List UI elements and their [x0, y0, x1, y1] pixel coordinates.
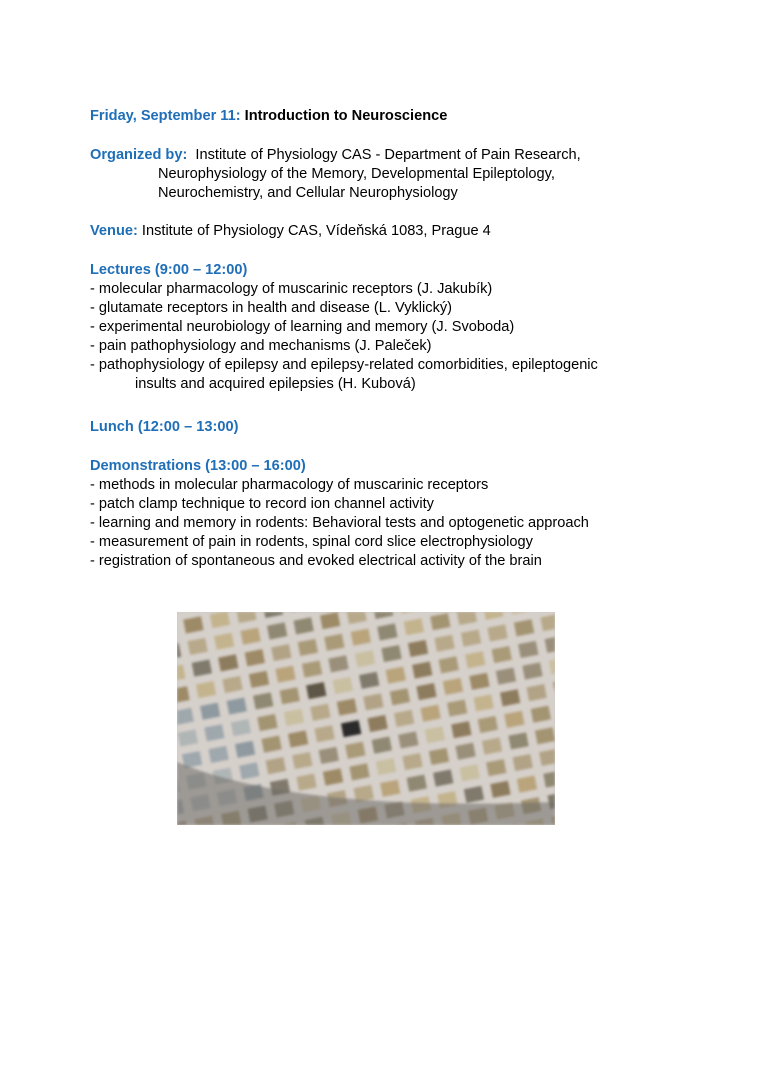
lecture-item: - experimental neurobiology of learning and memory (J. Svoboda) — [90, 319, 515, 335]
venue-label: Venue: — [90, 223, 138, 239]
day-title: Introduction to Neuroscience — [244, 108, 448, 124]
lecture-item: - pathophysiology of epilepsy and epilepsy-related comorbidities, epileptogenic — [90, 357, 598, 373]
microelectrode-array-image — [177, 612, 555, 825]
organized-label: Organized by: — [90, 147, 188, 163]
lecture-item-continued: insults and acquired epilepsies (H. Kubová) — [135, 376, 416, 392]
demonstrations-heading: Demonstrations (13:00 – 16:00) — [90, 458, 306, 474]
venue-text: Institute of Physiology CAS, Vídeňská 1083, Prague 4 — [141, 223, 491, 239]
organizer-text: Institute of Physiology CAS - Department of Pain Research, — [195, 147, 581, 163]
lecture-item: - glutamate receptors in health and disease (L. Vyklický) — [90, 300, 453, 316]
lectures-heading: Lectures (9:00 – 12:00) — [90, 262, 248, 278]
organizer-line-1 — [90, 146, 581, 165]
venue-line — [90, 222, 491, 241]
demonstration-item: - methods in molecular pharmacology of muscarinic receptors — [90, 477, 489, 493]
organizer-line-3: Neurochemistry, and Cellular Neurophysiology — [158, 185, 458, 201]
demonstration-item: - registration of spontaneous and evoked electrical activity of the brain — [90, 553, 542, 569]
demonstration-item: - learning and memory in rodents: Behavioral tests and optogenetic approach — [90, 515, 589, 531]
demonstration-item: - patch clamp technique to record ion channel activity — [90, 496, 434, 512]
organizer-line-2: Neurophysiology of the Memory, Developmental Epileptology, — [158, 166, 555, 182]
lecture-item: - molecular pharmacology of muscarinic receptors (J. Jakubík) — [90, 281, 493, 297]
day-label: Friday, September 11: — [90, 108, 241, 124]
lecture-item: - pain pathophysiology and mechanisms (J. Paleček) — [90, 338, 432, 354]
demonstration-item: - measurement of pain in rodents, spinal cord slice electrophysiology — [90, 534, 533, 550]
lunch-heading: Lunch (12:00 – 13:00) — [90, 419, 239, 435]
microelectrode-array-photo — [177, 612, 555, 825]
day-heading — [90, 107, 447, 126]
